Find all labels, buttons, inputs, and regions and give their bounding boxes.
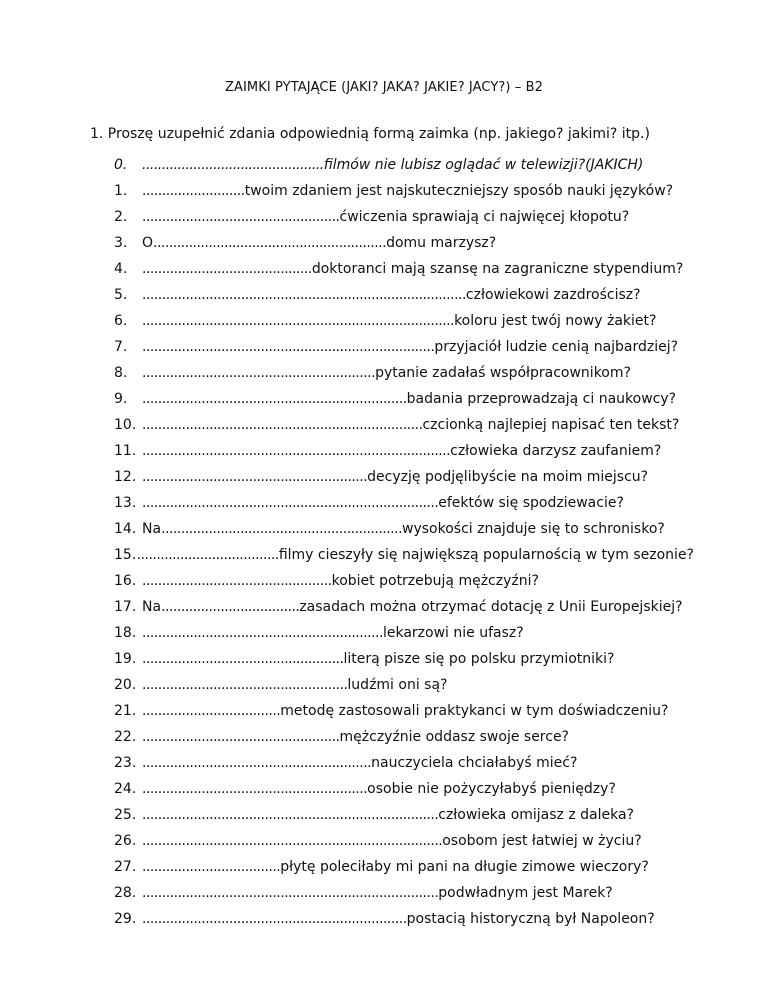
exercise-item bbox=[114, 230, 694, 256]
blank-dots: ......................................................... bbox=[142, 781, 368, 797]
item-number: 2. bbox=[114, 209, 128, 225]
blank-dots: ................................................... bbox=[142, 651, 344, 667]
item-text: filmów nie lubisz oglądać w telewizji? bbox=[323, 157, 586, 173]
item-text: nauczyciela chciałabyś mieć? bbox=[371, 755, 578, 771]
item-number: 7. bbox=[114, 339, 128, 355]
blank-dots: ................................... bbox=[142, 703, 281, 719]
blank-dots: ................................... bbox=[161, 599, 300, 615]
item-number: 0. bbox=[114, 157, 128, 173]
blank-dots: ................................................................... bbox=[142, 911, 407, 927]
blank-dots: .......................................................... bbox=[142, 755, 372, 771]
exercise-item bbox=[114, 490, 694, 516]
item-text: lekarzowi nie ufasz? bbox=[382, 625, 524, 641]
item-number: 21. bbox=[114, 703, 137, 719]
item-prefix: Na bbox=[142, 599, 162, 615]
item-number: 13. bbox=[114, 495, 137, 511]
blank-dots: ............................................................................ bbox=[142, 833, 443, 849]
exercise-item bbox=[114, 334, 694, 360]
item-text: postacią historyczną był Napoleon? bbox=[406, 911, 655, 927]
exercise-item bbox=[114, 880, 694, 906]
exercise-item bbox=[114, 802, 694, 828]
exercise-item bbox=[114, 906, 694, 932]
exercise-item-example bbox=[114, 152, 694, 178]
item-number: 25. bbox=[114, 807, 137, 823]
exercise-item bbox=[114, 672, 694, 698]
exercise-item bbox=[114, 724, 694, 750]
item-prefix: Na bbox=[142, 521, 162, 537]
item-number: 18. bbox=[114, 625, 137, 641]
item-number: 6. bbox=[114, 313, 128, 329]
item-number: 14. bbox=[114, 521, 137, 537]
item-number: 4. bbox=[114, 261, 128, 277]
item-number: 19. bbox=[114, 651, 137, 667]
item-text: doktoranci mają szansę na zagraniczne stypendium? bbox=[311, 261, 684, 277]
blank-dots: ........................................................................... bbox=[142, 885, 439, 901]
example-answer: (JAKICH) bbox=[585, 157, 644, 173]
exercise-item bbox=[114, 620, 694, 646]
item-number: 23. bbox=[114, 755, 137, 771]
item-text: osobie nie pożyczyłabyś pieniędzy? bbox=[367, 781, 616, 797]
exercise-item bbox=[114, 854, 694, 880]
exercise-item bbox=[114, 698, 694, 724]
exercise-item bbox=[114, 360, 694, 386]
item-text: twoim zdaniem jest najskuteczniejszy sposób nauki języków? bbox=[244, 183, 674, 199]
item-text: mężczyźnie oddasz swoje serce? bbox=[339, 729, 569, 745]
item-prefix: O bbox=[142, 235, 154, 251]
blank-dots: ................................................................... bbox=[142, 391, 407, 407]
blank-dots: ................................................ bbox=[142, 573, 332, 589]
exercise-item bbox=[114, 516, 694, 542]
item-text: ćwiczenia sprawiają ci najwięcej kłopotu? bbox=[339, 209, 630, 225]
exercise-item bbox=[114, 412, 694, 438]
exercise-item bbox=[114, 776, 694, 802]
item-number: 24. bbox=[114, 781, 137, 797]
page-title: ZAIMKI PYTAJĄCE (JAKI? JAKA? JAKIE? JACY?) – B2 bbox=[224, 80, 544, 95]
item-text: kobiet potrzebują mężczyźni? bbox=[331, 573, 539, 589]
item-text: efektów się spodziewacie? bbox=[438, 495, 624, 511]
exercise-item bbox=[114, 178, 694, 204]
item-number: 11. bbox=[114, 443, 137, 459]
exercise-item bbox=[114, 646, 694, 672]
exercise-item bbox=[114, 464, 694, 490]
exercise-item bbox=[114, 594, 694, 620]
item-text: podwładnym jest Marek? bbox=[438, 885, 613, 901]
blank-dots: .................................................... bbox=[142, 677, 348, 693]
exercise-item bbox=[114, 256, 694, 282]
blank-dots: .................................... bbox=[136, 547, 279, 563]
item-number: 15. bbox=[114, 547, 137, 563]
item-number: 26. bbox=[114, 833, 137, 849]
exercise-item bbox=[114, 204, 694, 230]
item-text: decyzję podjęlibyście na moim miejscu? bbox=[367, 469, 649, 485]
item-text: zasadach można otrzymać dotację z Unii Europejskiej? bbox=[299, 599, 683, 615]
exercise-item bbox=[114, 568, 694, 594]
blank-dots: ........................................................... bbox=[153, 235, 387, 251]
item-number: 16. bbox=[114, 573, 137, 589]
item-number: 12. bbox=[114, 469, 137, 485]
exercise-item bbox=[114, 828, 694, 854]
item-text: domu marzysz? bbox=[386, 235, 497, 251]
item-number: 29. bbox=[114, 911, 137, 927]
blank-dots: .................................................. bbox=[142, 729, 340, 745]
item-number: 8. bbox=[114, 365, 128, 381]
item-text: człowieka omijasz z daleka? bbox=[438, 807, 634, 823]
item-number: 5. bbox=[114, 287, 128, 303]
blank-dots: ............................................................. bbox=[161, 521, 403, 537]
exercise-item bbox=[114, 308, 694, 334]
exercise-item bbox=[114, 386, 694, 412]
blank-dots: .......................... bbox=[142, 183, 245, 199]
item-number: 28. bbox=[114, 885, 137, 901]
item-number: 27. bbox=[114, 859, 137, 875]
item-number: 10. bbox=[114, 417, 137, 433]
blank-dots: .................................................. bbox=[142, 209, 340, 225]
blank-dots: .............................................................................. bbox=[142, 443, 451, 459]
exercise-item bbox=[114, 438, 694, 464]
exercise-item bbox=[114, 750, 694, 776]
blank-dots: .............................................. bbox=[142, 157, 324, 173]
blank-dots: ............................................................. bbox=[142, 625, 383, 641]
exercise-instruction: 1. Proszę uzupełnić zdania odpowiednią formą zaimka (np. jakiego? jakimi? itp.) bbox=[90, 126, 650, 142]
item-text: płytę poleciłaby mi pani na długie zimowe wieczory? bbox=[280, 859, 649, 875]
blank-dots: ........................................................... bbox=[142, 365, 376, 381]
item-text: filmy cieszyły się największą popularnością w tym sezonie? bbox=[278, 547, 694, 563]
item-number: 17. bbox=[114, 599, 137, 615]
item-number: 3. bbox=[114, 235, 128, 251]
blank-dots: ....................................................................... bbox=[142, 417, 423, 433]
blank-dots: ........................................................................... bbox=[142, 495, 439, 511]
item-number: 22. bbox=[114, 729, 137, 745]
item-text: człowiekowi zazdrościsz? bbox=[465, 287, 641, 303]
item-number: 20. bbox=[114, 677, 137, 693]
item-text: człowieka darzysz zaufaniem? bbox=[450, 443, 662, 459]
blank-dots: ............................................................................... bbox=[142, 313, 455, 329]
blank-dots: .......................................................................... bbox=[142, 339, 435, 355]
item-text: osobom jest łatwiej w życiu? bbox=[442, 833, 642, 849]
exercise-item bbox=[114, 542, 694, 568]
item-text: przyjaciół ludzie cenią najbardziej? bbox=[434, 339, 679, 355]
exercise-list bbox=[114, 152, 694, 932]
blank-dots: ................................... bbox=[142, 859, 281, 875]
blank-dots: ......................................................... bbox=[142, 469, 368, 485]
blank-dots: ........................................... bbox=[142, 261, 312, 277]
item-text: pytanie zadałaś współpracownikom? bbox=[375, 365, 631, 381]
item-text: badania przeprowadzają ci naukowcy? bbox=[406, 391, 677, 407]
item-text: koloru jest twój nowy żakiet? bbox=[454, 313, 657, 329]
item-number: 9. bbox=[114, 391, 128, 407]
blank-dots: .................................................................................. bbox=[142, 287, 466, 303]
item-text: wysokości znajduje się to schronisko? bbox=[402, 521, 665, 537]
item-text: czcionką najlepiej napisać ten tekst? bbox=[422, 417, 680, 433]
item-text: ludźmi oni są? bbox=[347, 677, 448, 693]
exercise-item bbox=[114, 282, 694, 308]
item-number: 1. bbox=[114, 183, 128, 199]
item-text: metodę zastosowali praktykanci w tym doświadczeniu? bbox=[280, 703, 669, 719]
item-text: literą pisze się po polsku przymiotniki? bbox=[343, 651, 615, 667]
blank-dots: ........................................................................... bbox=[142, 807, 439, 823]
